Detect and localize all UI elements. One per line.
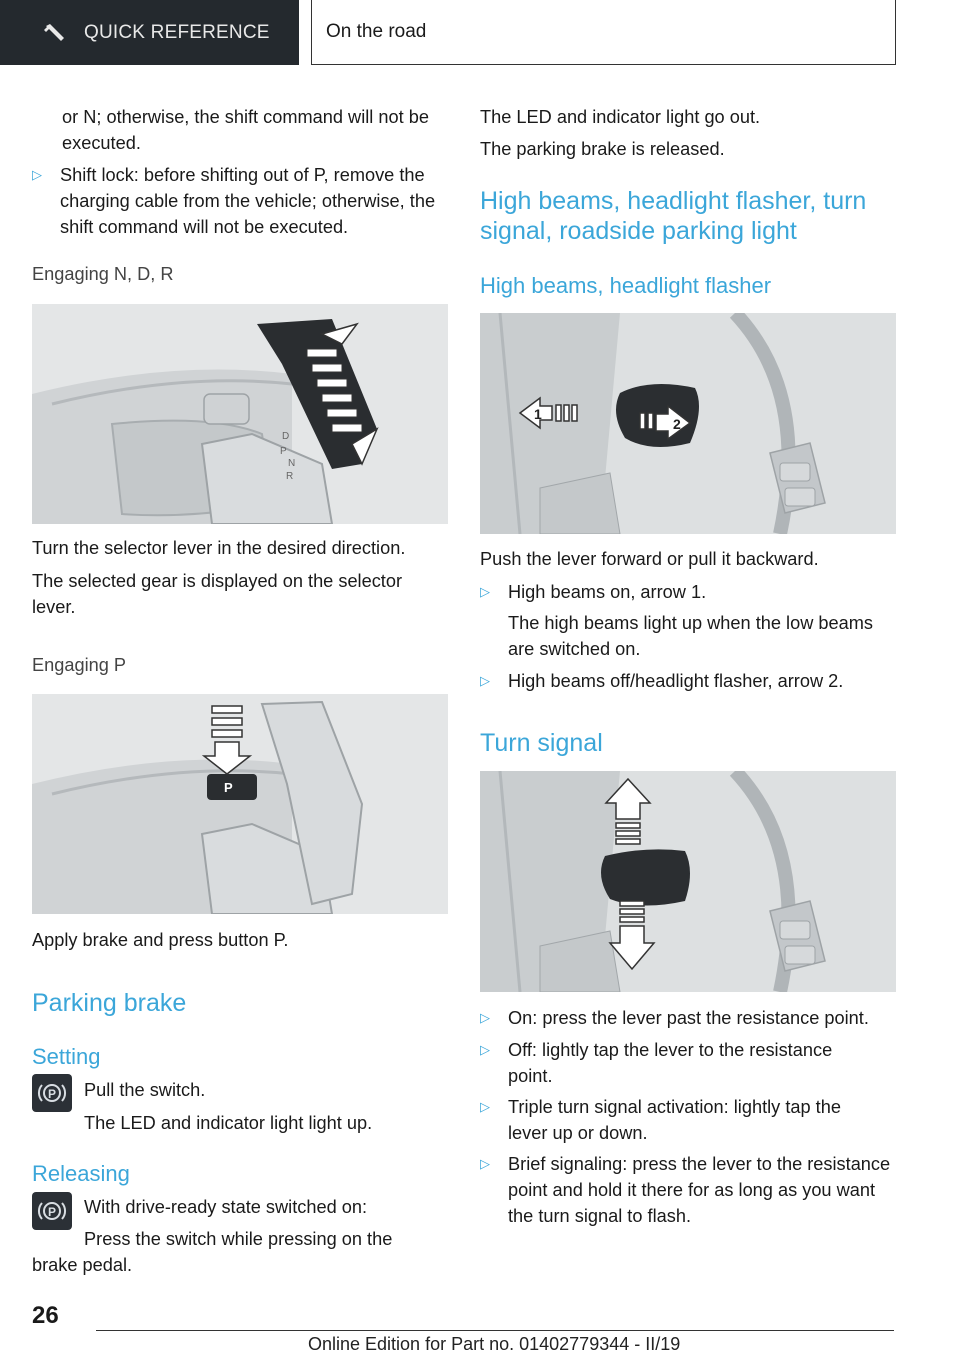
page-number: 26 bbox=[32, 1302, 59, 1329]
svg-text:N: N bbox=[288, 458, 296, 469]
list-item: ▷ Triple turn signal activation: lightly tap the lever up or down. bbox=[480, 1094, 880, 1146]
svg-text:D: D bbox=[282, 431, 290, 442]
heading-high-beams-section: High beams, headlight flasher, turn signal, roadside parking light bbox=[480, 187, 867, 245]
svg-text:R: R bbox=[286, 471, 294, 482]
footer-divider bbox=[96, 1330, 894, 1331]
turn-signal-lever-figure bbox=[480, 771, 896, 992]
section-tab[interactable] bbox=[0, 0, 299, 65]
instruction-pull-switch: Pull the switch. bbox=[84, 1080, 206, 1100]
selector-lever-ndr-figure bbox=[32, 304, 448, 524]
list-item: ▷ High beams on, arrow 1. bbox=[480, 579, 900, 605]
instruction-press-switch: Press the switch while pressing on the brake pedal. bbox=[32, 1229, 393, 1275]
arrow-1-label: 1 bbox=[534, 406, 542, 422]
svg-text:P: P bbox=[48, 1087, 57, 1101]
heading-high-beams-flasher: High beams, headlight flasher bbox=[480, 273, 772, 298]
heading-releasing: Releasing bbox=[32, 1161, 130, 1186]
bullet-triangle-icon: ▷ bbox=[480, 1099, 490, 1114]
list-item: ▷ Off: lightly tap the lever to the resistance point. bbox=[480, 1037, 880, 1089]
section-title: QUICK REFERENCE bbox=[84, 21, 270, 43]
bullet-triangle-icon: ▷ bbox=[480, 1042, 490, 1057]
bullet-triangle-icon: ▷ bbox=[480, 1010, 490, 1025]
heading-setting: Setting bbox=[32, 1044, 101, 1069]
bullet-triangle-icon: ▷ bbox=[480, 1156, 490, 1171]
subheading-engaging-ndr: Engaging N, D, R bbox=[32, 264, 174, 284]
heading-parking-brake: Parking brake bbox=[32, 989, 187, 1017]
list-item: ▷ High beams off/headlight flasher, arrow 2. bbox=[480, 668, 900, 694]
led-light-up-text: The LED and indicator light light up. bbox=[84, 1113, 373, 1133]
high-beams-lever-figure bbox=[480, 313, 896, 534]
selector-lever-p-figure bbox=[32, 694, 448, 914]
svg-text:P: P bbox=[48, 1205, 57, 1219]
footer-edition: Online Edition for Part no. 01402779344 - II/19 bbox=[308, 1334, 681, 1354]
chapter-header bbox=[311, 0, 896, 65]
instruction-push-lever: Push the lever forward or pull it backward. bbox=[480, 549, 819, 569]
quick-reference-icon bbox=[40, 22, 70, 44]
svg-text:P: P bbox=[280, 446, 287, 457]
arrow-2-label: 2 bbox=[673, 416, 681, 432]
bullet-triangle-icon: ▷ bbox=[480, 584, 490, 599]
instruction-turn-selector: Turn the selector lever in the desired direction. bbox=[32, 538, 406, 558]
parking-brake-icon bbox=[32, 1074, 72, 1112]
instruction-apply-brake: Apply brake and press button P. bbox=[32, 930, 289, 950]
parking-brake-icon bbox=[32, 1192, 72, 1230]
bullet-triangle-icon: ▷ bbox=[480, 673, 490, 688]
heading-turn-signal: Turn signal bbox=[480, 729, 603, 757]
released-text: The parking brake is released. bbox=[480, 139, 725, 159]
subheading-engaging-p: Engaging P bbox=[32, 655, 127, 675]
bullet-triangle-icon: ▷ bbox=[32, 167, 42, 182]
drive-ready-text: With drive-ready state switched on: bbox=[84, 1197, 368, 1217]
continued-text: or N; otherwise, the shift command will not be executed. bbox=[62, 107, 429, 153]
list-item: ▷ Shift lock: before shifting out of P, remove the charging cable from the vehicle; otherwise, the shift command will not be executed. bbox=[32, 162, 452, 240]
list-item: ▷ On: press the lever past the resistance point. bbox=[480, 1005, 900, 1031]
led-out-text: The LED and indicator light go out. bbox=[480, 107, 761, 127]
list-item: ▷ Brief signaling: press the lever to the resistance point and hold it there for as long as you want the turn signal to flash. bbox=[480, 1151, 900, 1229]
high-beams-on-detail: The high beams light up when the low beams are switched on. bbox=[508, 613, 873, 659]
gear-display-note: The selected gear is displayed on the selector lever. bbox=[32, 571, 403, 617]
button-p-label: P bbox=[224, 780, 233, 795]
chapter-title: On the road bbox=[326, 21, 427, 42]
